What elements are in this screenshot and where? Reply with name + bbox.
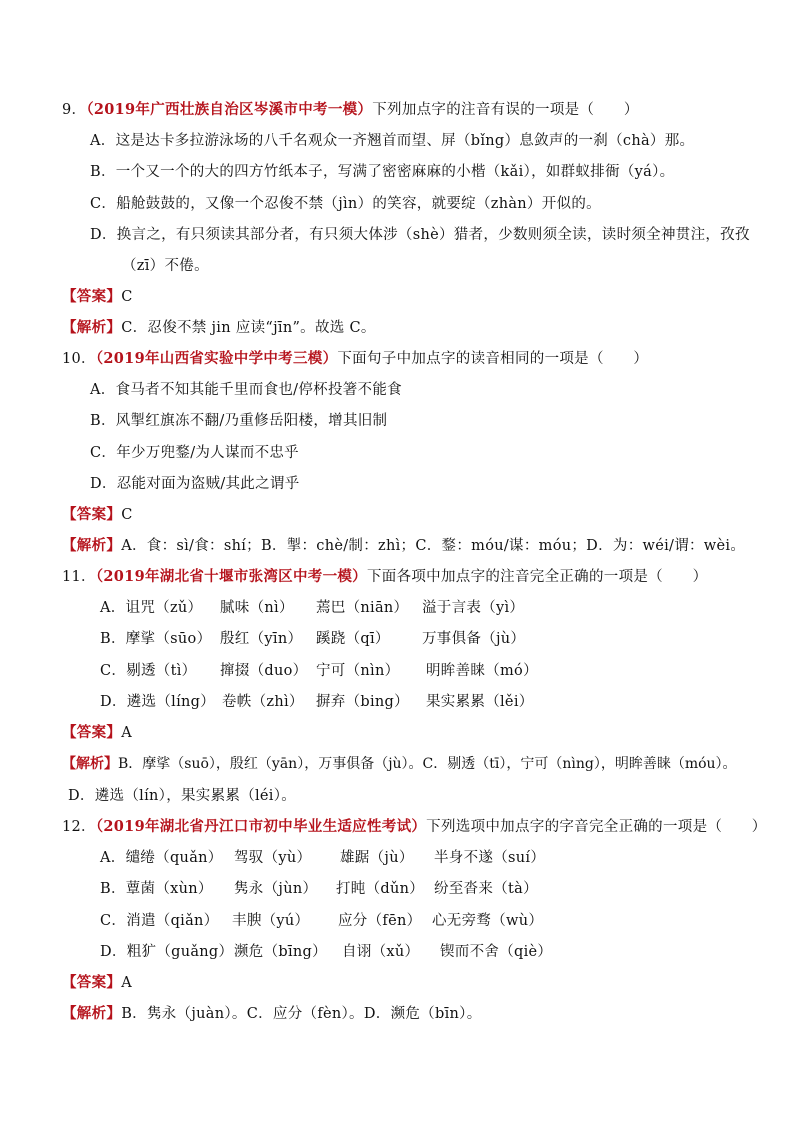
analysis-continued: D．遴选（lín），果实累累（léi）。 <box>68 788 297 804</box>
option-row-a <box>0 848 794 868</box>
option-cell: 半身不遂（suí） <box>434 850 546 866</box>
option-cell: C．消遣（qiǎn） <box>100 913 219 929</box>
option-row-c <box>0 661 794 681</box>
option-cell: 濒危（bīng） <box>234 944 327 960</box>
option-cell: B．蕈菌（xùn） <box>100 881 213 897</box>
option-row-b <box>0 629 794 649</box>
analysis-label: 【解析】 <box>62 537 122 554</box>
question-source: （2019年湖北省十堰市张湾区中考一模） <box>95 568 367 585</box>
option-cell: 自诩（xǔ） <box>342 944 420 960</box>
analysis-text: B．隽永（juàn）。C．应分（fèn）。D．濒危（bīn）。 <box>121 1006 482 1022</box>
answer-value: C <box>121 507 133 523</box>
answer-label: 【答案】 <box>62 506 122 523</box>
analysis-text: C．忍俊不禁 jin 应读“jīn”。故选 C。 <box>121 320 376 336</box>
option-b: B．风掣红旗冻不翻/乃重修岳阳楼，增其旧制 <box>90 413 388 429</box>
option-cell: 卷帙（zhì） <box>222 694 304 710</box>
answer-line <box>62 505 133 525</box>
option-cell: 隽永（jùn） <box>234 881 318 897</box>
question-source: （2019年山西省实验中学中考三模） <box>95 350 338 367</box>
question-number: 10． <box>62 351 96 367</box>
option-cell: 撺掇（duo） <box>220 663 308 679</box>
analysis-text: A．食：sì/食：shí；B．掣：chè/制：zhì；C．鍪：móu/谋：móu；D．为：wéi/谓：wèi。 <box>121 538 746 554</box>
answer-value: A <box>121 975 132 991</box>
option-cell: 打盹（dǔn） <box>336 881 425 897</box>
analysis-line <box>62 536 745 556</box>
option-cell: 纷至沓来（tà） <box>434 881 538 897</box>
option-cell: 心无旁骛（wù） <box>432 913 544 929</box>
analysis-label: 【解析】 <box>62 319 122 336</box>
question-source: （2019年广西壮族自治区岑溪市中考一模） <box>86 101 373 118</box>
question-text: 下列加点字的注音有误的一项是（ ） <box>372 102 639 118</box>
answer-label: 【答案】 <box>62 974 122 991</box>
question-number: 12． <box>62 819 96 835</box>
option-cell: 雄踞（jù） <box>340 850 414 866</box>
option-cell: D．遴选（líng） <box>100 694 216 710</box>
option-cell: 丰腴（yú） <box>232 913 310 929</box>
answer-line <box>62 723 132 743</box>
option-cell: 腻味（nì） <box>220 600 294 616</box>
question-11-stem <box>62 567 707 587</box>
analysis-label: 【解析】 <box>62 756 118 772</box>
option-c: C．船舱鼓鼓的，又像一个忍俊不禁（jìn）的笑容，就要绽（zhàn）开似的。 <box>90 196 601 212</box>
question-text: 下列选项中加点字的字音完全正确的一项是（ ） <box>426 819 767 835</box>
option-cell: 驾驭（yù） <box>234 850 312 866</box>
option-cell: C．剔透（tì） <box>100 663 197 679</box>
analysis-line <box>62 754 737 774</box>
option-cell: A．缱绻（quǎn） <box>100 850 223 866</box>
answer-value: C <box>121 289 133 305</box>
option-cell: 万事俱备（jù） <box>422 631 526 647</box>
question-source: （2019年湖北省丹江口市初中毕业生适应性考试） <box>95 818 427 835</box>
option-a: A．这是达卡多拉游泳场的八千名观众一齐翘首而望、屏（bǐng）息敛声的一刹（chà）那。 <box>90 133 695 149</box>
answer-label: 【答案】 <box>62 288 122 305</box>
question-number: 11． <box>62 569 96 585</box>
question-text: 下面各项中加点字的注音完全正确的一项是（ ） <box>366 569 708 585</box>
question-10-stem <box>62 349 648 369</box>
option-cell: 宁可（nìn） <box>316 663 400 679</box>
option-d-continued: （zī）不倦。 <box>122 258 209 274</box>
question-9-stem <box>62 100 639 120</box>
option-b: B．一个又一个的大的四方竹纸本子，写满了密密麻麻的小楷（kǎi），如群蚁排衙（yá）。 <box>90 164 675 180</box>
analysis-line <box>62 318 376 338</box>
question-number: 9． <box>62 102 87 118</box>
answer-line <box>62 973 132 993</box>
option-cell: 果实累累（lěi） <box>426 694 534 710</box>
option-cell: 殷红（yīn） <box>220 631 303 647</box>
option-cell: 溢于言表（yì） <box>422 600 525 616</box>
option-row-d <box>0 942 794 962</box>
option-row-b <box>0 879 794 899</box>
option-cell: 明眸善睐（mó） <box>426 663 538 679</box>
option-cell: 蔫巴（niān） <box>316 600 409 616</box>
option-d: D．换言之，有只须读其部分者，有只须大体涉（shè）猎者，少数则须全读，读时须全神贯注，孜孜 <box>90 227 750 243</box>
option-cell: D．粗犷（guǎng） <box>100 944 234 960</box>
analysis-label: 【解析】 <box>62 1005 122 1022</box>
analysis-text: B．摩挲（suō），殷红（yān），万事俱备（jù）。C．剔透（tī），宁可（nìng），明眸善睐（móu）。 <box>118 756 737 772</box>
option-cell: A．诅咒（zǔ） <box>100 600 203 616</box>
option-cell: 蹊跷（qī） <box>316 631 390 647</box>
option-a: A．食马者不知其能千里而食也/停杯投箸不能食 <box>90 382 402 398</box>
analysis-line <box>62 1004 482 1024</box>
question-text: 下面句子中加点字的读音相同的一项是（ ） <box>337 351 649 367</box>
option-row-a <box>0 598 794 618</box>
option-row-c <box>0 911 794 931</box>
answer-line <box>62 287 133 307</box>
answer-value: A <box>121 725 132 741</box>
option-c: C．年少万兜鍪/为人谋而不忠乎 <box>90 445 299 461</box>
option-cell: B．摩挲（sūo） <box>100 631 212 647</box>
option-cell: 应分（fēn） <box>338 913 422 929</box>
question-12-stem <box>62 817 767 837</box>
option-d: D．忍能对面为盗贼/其此之谓乎 <box>90 476 300 492</box>
option-cell: 摒弃（bing） <box>316 694 409 710</box>
answer-label: 【答案】 <box>62 724 122 741</box>
option-cell: 锲而不舍（qiè） <box>440 944 553 960</box>
option-row-d <box>0 692 794 712</box>
